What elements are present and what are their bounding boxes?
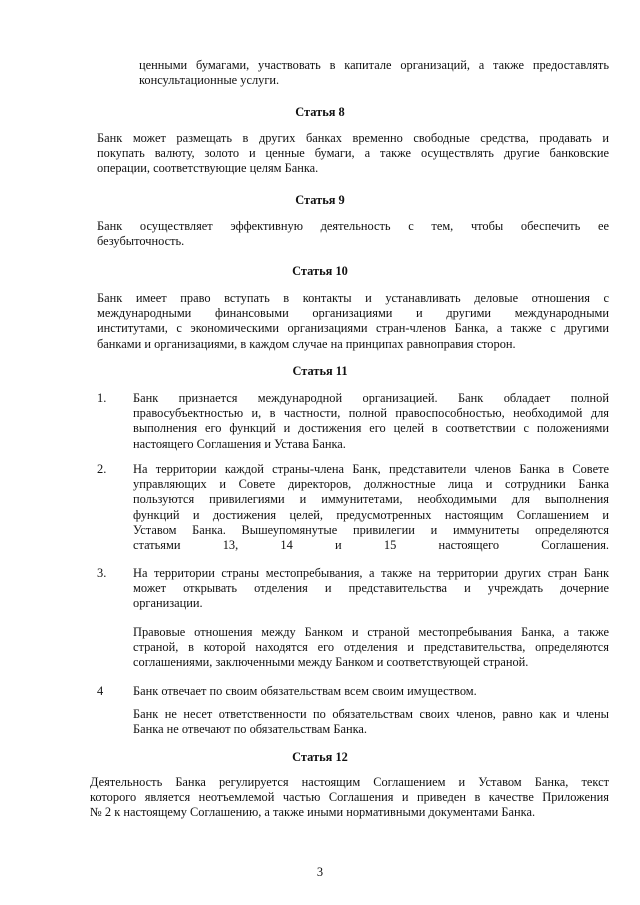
- paragraph-article-11-item-1: Банк признается международной организацией. Банк обладает полной правосубъектностью и, в частности, полной правоспособностью, необходимой для выполнения его функций и достижения его целей в соответствии с положениями настоящего Соглашения и Устава Банка.: [133, 391, 609, 451]
- paragraph-article-10: Банк имеет право вступать в контакты и устанавливать деловые отношения с международными финансовыми организациями и другими международными институтами, с экономическими организациями стран-членов Банка, а также с другими банками и организациями, в каждом случае на принципах равноправия сторон.: [97, 291, 609, 351]
- item-number-2: 2.: [97, 462, 107, 476]
- item-number-3: 3.: [97, 566, 107, 580]
- paragraph-article-11-item-3-cont: Правовые отношения между Банком и страной местопребывания Банка, а также страной, в которой находятся его отделения и представительства, определяются соглашениями, заключенными между Банком и соответствующей страной.: [133, 625, 609, 670]
- heading-article-9: Статья 9: [295, 193, 345, 207]
- paragraph-article-8: Банк может размещать в других банках временно свободные средства, продавать и покупать валюту, золото и ценные бумаги, а также осуществлять другие банковские операции, соответствующие целям Банка.: [97, 131, 609, 176]
- heading-article-8: Статья 8: [295, 105, 345, 119]
- paragraph-continuation: ценными бумагами, участвовать в капитале организаций, а также предоставлять консультационные услуги.: [139, 58, 609, 88]
- paragraph-article-11-item-4-cont: Банк не несет ответственности по обязательствам своих членов, равно как и члены Банка не отвечают по обязательствам Банка.: [133, 707, 609, 737]
- paragraph-article-11-item-3: На территории страны местопребывания, а также на территории других стран Банк может открывать отделения и представительства и учреждать дочерние организации.: [133, 566, 609, 611]
- paragraph-article-9: Банк осуществляет эффективную деятельность с тем, чтобы обеспечить ее безубыточность.: [97, 219, 609, 249]
- item-number-4: 4: [97, 684, 104, 698]
- paragraph-article-11-item-4: Банк отвечает по своим обязательствам всем своим имуществом.: [133, 684, 477, 698]
- heading-article-11: Статья 11: [292, 364, 348, 378]
- heading-article-10: Статья 10: [292, 264, 348, 278]
- item-number-1: 1.: [97, 391, 107, 405]
- page-number: 3: [316, 865, 324, 879]
- heading-article-12: Статья 12: [292, 750, 348, 764]
- paragraph-article-12: Деятельность Банка регулируется настоящим Соглашением и Уставом Банка, текст которого является неотъемлемой частью Соглашения и приведен в качестве Приложения № 2 к настоящему Соглашению, а также иными нормативными документами Банка.: [90, 775, 609, 820]
- paragraph-article-11-item-2: На территории каждой страны-члена Банк, представители членов Банка в Совете управляющих и Совете директоров, должностные лица и сотрудники Банка пользуются привилегиями и иммунитетами, необходимыми для выполнения функций и достижения целей, предусмотренных настоящим Соглашением и Уставом Банка. Вышеупомянутые привилегии и иммунитеты определяются статьями 13, 14 и 15 настоящего Соглашения.: [133, 462, 609, 553]
